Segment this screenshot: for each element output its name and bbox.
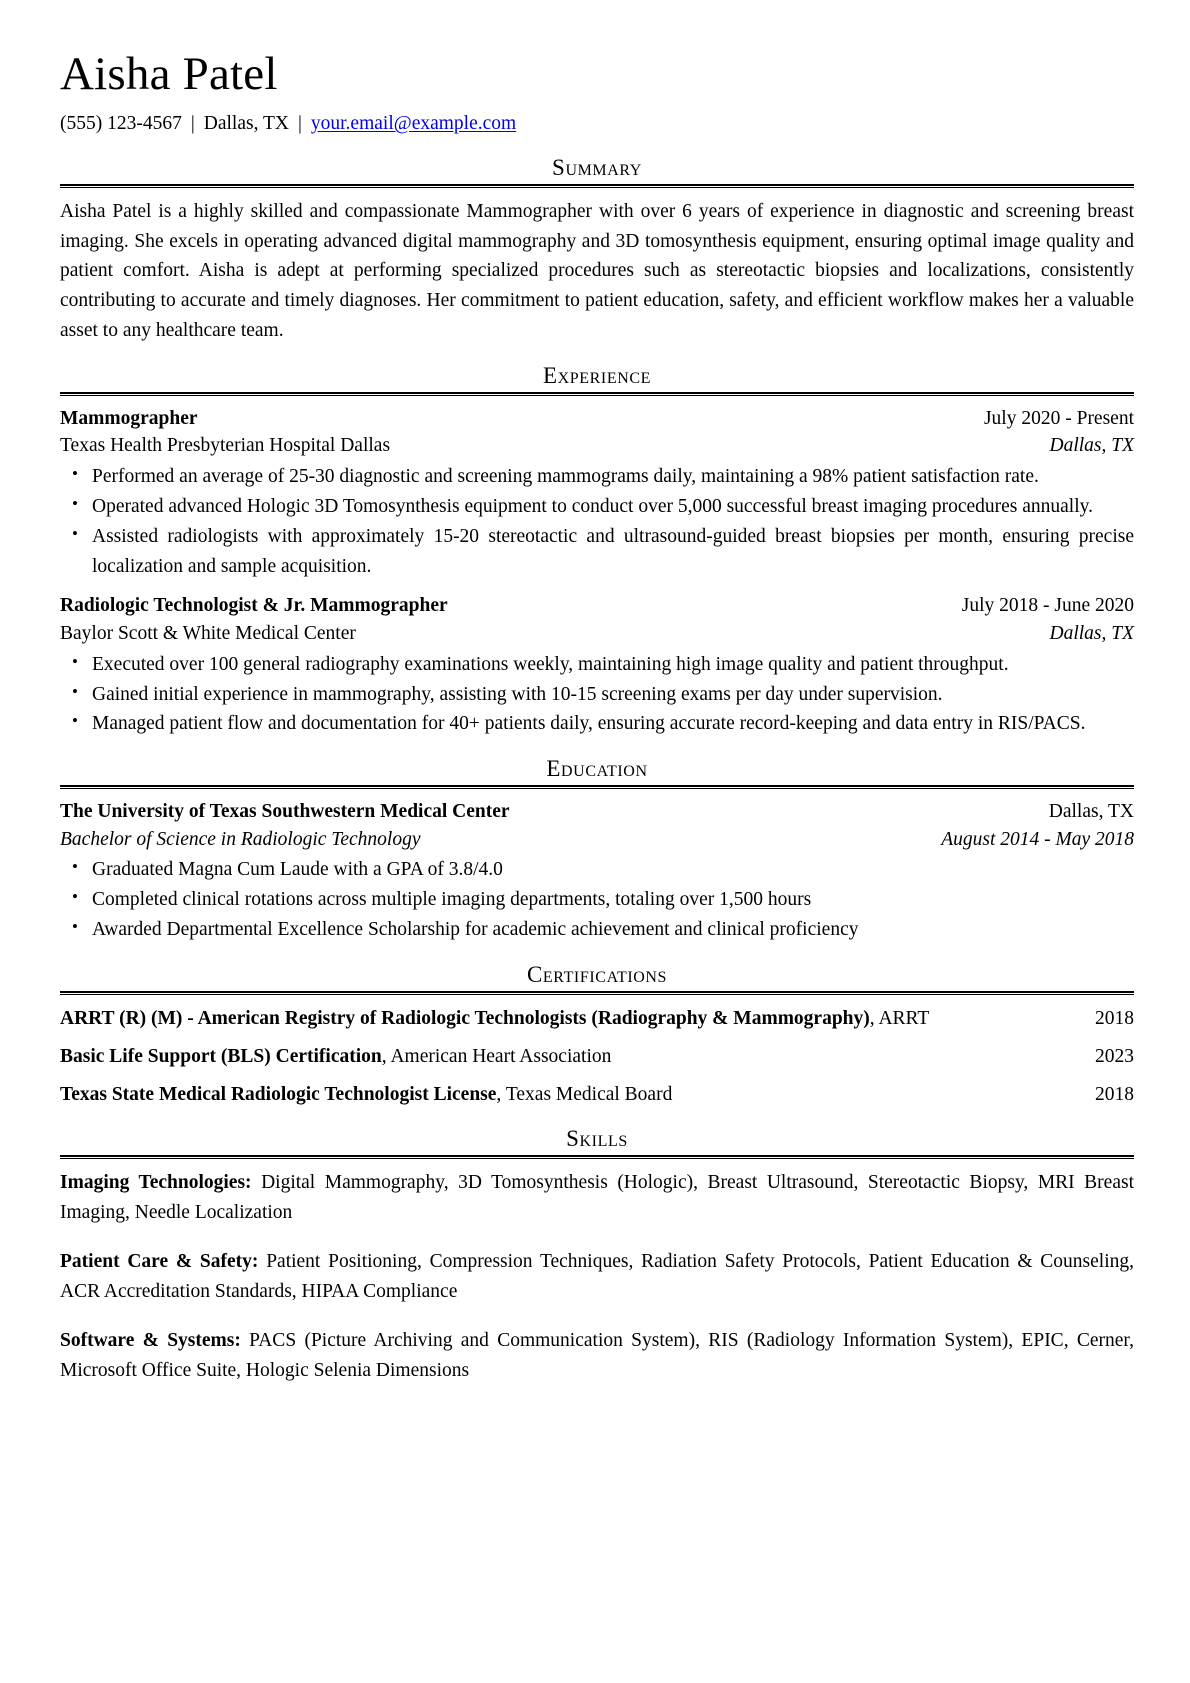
section-experience — [60, 363, 1134, 739]
education-bullet-list — [60, 855, 1134, 944]
certification-year: 2018 — [1095, 1084, 1134, 1106]
skill-category: Imaging Technologies: — [60, 1172, 252, 1194]
section-title-certifications: Certifications — [526, 961, 668, 987]
section-certifications — [60, 962, 1134, 1110]
section-skills — [60, 1126, 1134, 1386]
job-location: Dallas, TX — [1049, 623, 1134, 645]
certification-issuer: American Heart Association — [390, 1045, 612, 1067]
job-bullet-list — [60, 462, 1134, 581]
education-entry — [60, 798, 1134, 945]
job-organization: Texas Health Presbyterian Hospital Dallas — [60, 435, 391, 457]
section-rule-summary — [60, 184, 1134, 188]
skill-group — [60, 1326, 1134, 1386]
job-organization: Baylor Scott & White Medical Center — [60, 623, 356, 645]
certification-issuer: ARRT — [878, 1007, 930, 1029]
certification-year: 2018 — [1095, 1007, 1134, 1029]
school-location: Dallas, TX — [1048, 801, 1134, 822]
education-bullet: • Awarded Departmental Excellence Scholarship for academic achievement and clinical proficiency — [90, 915, 1134, 945]
section-summary — [60, 155, 1134, 346]
skill-group — [60, 1168, 1134, 1228]
section-title-education: Education — [546, 756, 648, 782]
skill-items: PACS (Picture Archiving and Communication System), RIS (Radiology Information System), EPIC, Cerner, Microsoft Office Suite, Hologic Selenia Dimensions — [60, 1330, 1135, 1382]
resume-header — [60, 50, 1134, 138]
experience-entry-subheader — [60, 620, 1134, 648]
skill-group — [60, 1247, 1134, 1307]
section-title-summary: Summary — [552, 155, 642, 181]
skill-items: Digital Mammography, 3D Tomosynthesis (Hologic), Breast Ultrasound, Stereotactic Biopsy, MRI Breast Imaging, Needle Localization — [60, 1172, 1134, 1223]
section-rule-certifications — [60, 991, 1134, 995]
certification-issuer: Texas Medical Board — [505, 1084, 673, 1106]
job-date: July 2020 - Present — [983, 407, 1134, 429]
section-rule-experience — [60, 392, 1134, 396]
skill-category: Patient Care & Safety: — [60, 1251, 259, 1273]
experience-entry — [60, 405, 1134, 582]
job-bullet: • Executed over 100 general radiography examinations weekly, maintaining high image quality and patient throughput. — [90, 650, 1134, 680]
certification-name: Texas State Medical Radiologic Technologist License — [60, 1084, 497, 1106]
job-bullet: • Managed patient flow and documentation for 40+ patients daily, ensuring accurate record-keeping and data entry in RIS/PACS. — [90, 709, 1134, 739]
certification-text — [60, 1004, 1075, 1033]
job-bullet: • Gained initial experience in mammography, assisting with 10-15 screening exams per day under supervision. — [90, 680, 1134, 710]
education-entry-subheader — [60, 826, 1134, 854]
section-rule-education — [60, 785, 1134, 789]
school-name: The University of Texas Southwestern Medical Center — [60, 801, 510, 822]
education-date: August 2014 - May 2018 — [941, 828, 1134, 850]
section-education — [60, 756, 1134, 945]
education-entry-header — [60, 798, 1134, 826]
contact-location: Dallas, TX — [203, 112, 289, 134]
contact-line — [60, 109, 1134, 138]
job-bullet: • Performed an average of 25-30 diagnostic and screening mammograms daily, maintaining a 98% patient satisfaction rate. — [90, 462, 1134, 492]
job-bullet-list — [60, 650, 1134, 739]
summary-text: Aisha Patel is a highly skilled and compassionate Mammographer with over 6 years of experience in diagnostic and screening breast imaging. She excels in operating advanced digital mammography and 3D tomosynthesis equipment, ensuring optimal image quality and patient comfort. Aisha is adept at performing specialized procedures such as stereotactic biopsies and localizations, consistently contributing to accurate and timely diagnoses. Her commitment to patient education, safety, and efficient workflow makes her a valuable asset to any healthcare team. — [60, 200, 1134, 342]
certification-item — [60, 1080, 1134, 1109]
section-title-experience: Experience — [542, 362, 652, 388]
experience-entry-header — [60, 405, 1134, 433]
experience-entry-subheader — [60, 432, 1134, 460]
education-bullet: • Graduated Magna Cum Laude with a GPA of 3.8/4.0 — [90, 855, 1134, 885]
education-bullet: • Completed clinical rotations across multiple imaging departments, totaling over 1,500 hours — [90, 885, 1134, 915]
contact-email-link[interactable]: your.email@example.com — [310, 112, 517, 134]
degree-name: Bachelor of Science in Radiologic Technology — [60, 828, 421, 850]
contact-separator-2: | — [297, 112, 302, 134]
skill-category: Software & Systems: — [60, 1330, 241, 1352]
certification-name: Basic Life Support (BLS) Certification — [60, 1045, 382, 1067]
certification-item — [60, 1042, 1134, 1071]
certification-text — [60, 1042, 1075, 1071]
certification-name: ARRT (R) (M) - American Registry of Radiologic Technologists (Radiography & Mammography) — [60, 1007, 870, 1029]
certification-comma: , — [496, 1084, 506, 1106]
contact-phone: (555) 123-4567 — [60, 112, 182, 134]
contact-separator-1: | — [190, 112, 195, 134]
job-bullet: • Operated advanced Hologic 3D Tomosynthesis equipment to conduct over 5,000 successful breast imaging procedures annually. — [90, 492, 1134, 522]
job-date: July 2018 - June 2020 — [961, 595, 1134, 617]
certification-year: 2023 — [1095, 1045, 1134, 1067]
section-rule-skills — [60, 1155, 1134, 1159]
certification-item — [60, 1004, 1134, 1033]
section-title-skills: Skills — [566, 1126, 628, 1152]
certification-text — [60, 1080, 1075, 1109]
certification-comma: , — [869, 1007, 879, 1029]
candidate-name: Aisha Patel — [60, 48, 278, 100]
job-bullet: • Assisted radiologists with approximately 15-20 stereotactic and ultrasound-guided breast biopsies per month, ensuring precise localization and sample acquisition. — [90, 522, 1134, 582]
certification-comma: , — [381, 1045, 391, 1067]
skill-items: Patient Positioning, Compression Techniques, Radiation Safety Protocols, Patient Education & Counseling, ACR Accreditation Standards, HIPAA Compliance — [60, 1251, 1135, 1303]
job-title: Radiologic Technologist & Jr. Mammographer — [60, 595, 448, 617]
experience-entry-header — [60, 592, 1134, 620]
experience-entry — [60, 592, 1134, 739]
job-title: Mammographer — [60, 407, 198, 429]
job-location: Dallas, TX — [1049, 435, 1134, 457]
